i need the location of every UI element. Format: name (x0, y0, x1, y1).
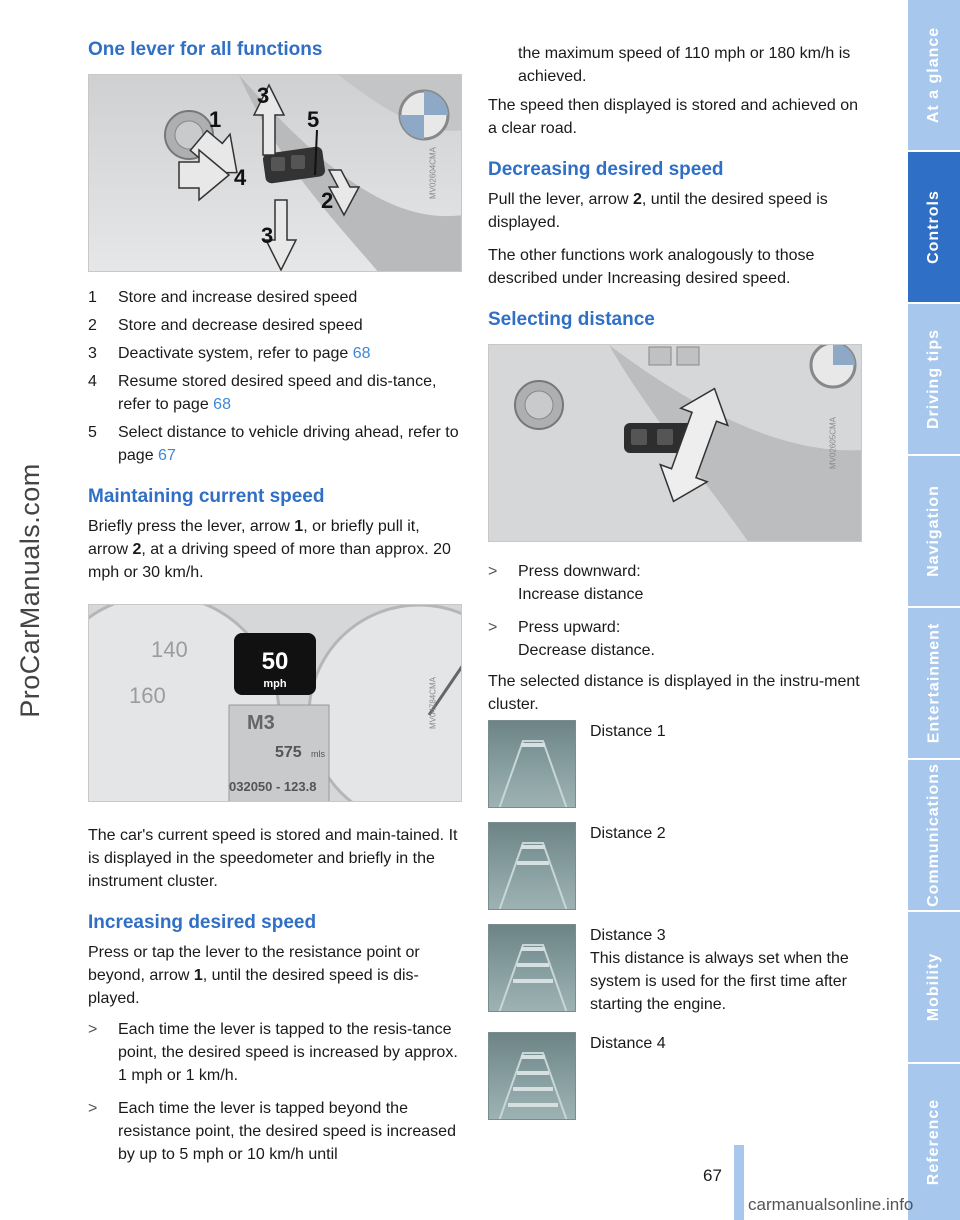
label-2: 2 (321, 188, 334, 213)
tab-at-a-glance[interactable]: At a glance (908, 0, 960, 150)
heading-decreasing: Decreasing desired speed (488, 159, 724, 180)
heading-maintaining: Maintaining current speed (88, 486, 325, 507)
odometer-readout: 032050 - 123.8 (229, 779, 317, 794)
heading-selecting-distance: Selecting distance (488, 309, 655, 330)
footer-site: carmanualsonline.info (748, 1195, 914, 1214)
label-1: 1 (209, 107, 222, 132)
instrument-cluster-illustration (89, 605, 462, 802)
figure-code: MV02605CMA (828, 416, 838, 470)
watermark-text: ProCarManuals.com (14, 462, 45, 718)
stored-paragraph: The car's current speed is stored and main-tained. It is displayed in the speedometer and briefly in the instrument cluster. (88, 827, 458, 890)
increasing-paragraph: Press or tap the lever to the resistance point or beyond, arrow 1, until the desired speed is dis-played. (88, 944, 420, 1007)
page-link-68[interactable]: 68 (352, 345, 371, 362)
distance-row-2 (488, 822, 868, 912)
legend-item: 1 Store and increase desired speed (88, 289, 358, 306)
page-link-68[interactable]: 68 (213, 396, 231, 413)
continued-bullet: the maximum speed of 110 mph or 180 km/h is achieved. (518, 45, 851, 85)
left-column (88, 38, 463, 1176)
cluster-figure (88, 604, 462, 802)
label-3-bottom: 3 (261, 223, 274, 248)
tab-entertainment[interactable]: Entertainment (908, 608, 960, 758)
tab-controls[interactable]: Controls (908, 152, 960, 302)
speed-stored-paragraph: The speed then displayed is stored and achieved on a clear road. (488, 97, 859, 137)
bullet-item: > Press downward: Increase distance (488, 563, 644, 603)
set-speed-unit: mph (263, 678, 287, 690)
legend-item: 4 Resume stored desired speed and dis-tance, refer to page 68 (88, 373, 437, 413)
watermark (0, 380, 60, 800)
distance-4-icon (488, 1032, 576, 1120)
tab-navigation[interactable]: Navigation (908, 456, 960, 606)
page-number-bar (734, 1145, 744, 1220)
tab-communications[interactable]: Communications (908, 760, 960, 910)
tab-reference[interactable]: Reference (908, 1064, 960, 1220)
range-unit: mls (311, 749, 325, 759)
label-4: 4 (234, 165, 247, 190)
tab-mobility[interactable]: Mobility (908, 912, 960, 1062)
distance-bullets (488, 560, 863, 662)
distance-row-4 (488, 1032, 868, 1122)
legend-item: 2 Store and decrease desired speed (88, 317, 363, 334)
tab-driving-tips[interactable]: Driving tips (908, 304, 960, 454)
range-readout: 575 (275, 744, 302, 761)
distance-2-icon (488, 822, 576, 910)
page-link-67[interactable]: 67 (158, 447, 176, 464)
distance-3-note: This distance is always set when the system is used for the first time after starting the engine. (590, 950, 849, 1013)
legend-item: 3 Deactivate system, refer to page 68 (88, 345, 371, 362)
legend-item: 5 Select distance to vehicle driving ahead, refer to page 67 (88, 424, 459, 464)
distance-row-3 (488, 924, 868, 1024)
mode-readout: M3 (247, 712, 275, 734)
distance-3-title: Distance 3 (590, 927, 666, 944)
increasing-bullets (88, 1018, 463, 1166)
analogous-paragraph: The other functions work analogously to those described under Increasing desired speed. (488, 247, 815, 287)
figure-code: MV02604CMA (428, 146, 438, 200)
tick-160: 160 (129, 683, 166, 708)
label-3-top: 3 (257, 83, 270, 108)
distance-2-title: Distance 2 (590, 825, 666, 842)
lever-figure (88, 74, 462, 272)
bullet-item: > Each time the lever is tapped beyond the resistance point, the desired speed is increased by up to 5 mph or 10 km/h until (88, 1100, 456, 1163)
decreasing-paragraph: Pull the lever, arrow 2, until the desired speed is displayed. (488, 191, 828, 231)
figure-code: MV04784CMA (428, 676, 438, 730)
distance-1-icon (488, 720, 576, 808)
bullet-item: > Press upward: Decrease distance. (488, 619, 655, 659)
heading-increasing: Increasing desired speed (88, 912, 317, 933)
distance-1-title: Distance 1 (590, 723, 666, 740)
distance-row-1 (488, 720, 868, 810)
heading-one-lever: One lever for all functions (88, 39, 323, 60)
distance-3-icon (488, 924, 576, 1012)
cluster-display-paragraph: The selected distance is displayed in the instru-ment cluster. (488, 673, 860, 713)
page-number: 67 (703, 1166, 722, 1185)
label-5: 5 (307, 107, 320, 132)
set-speed-value: 50 (261, 648, 289, 675)
distance-figure (488, 344, 862, 542)
bullet-item: > Each time the lever is tapped to the resis-tance point, the desired speed is increased by approx. 1 mph or 1 km/h. (88, 1021, 458, 1084)
right-column (488, 38, 863, 716)
lever-illustration (89, 75, 462, 272)
tick-140: 140 (151, 637, 188, 662)
maintaining-paragraph: Briefly press the lever, arrow 1, or briefly pull it, arrow 2, at a driving speed of more than approx. 20 mph or 30 km/h. (88, 518, 451, 581)
distance-lever-illustration (489, 345, 862, 542)
distance-4-title: Distance 4 (590, 1035, 666, 1052)
legend-list (88, 286, 463, 467)
chapter-tabs (908, 0, 960, 1220)
